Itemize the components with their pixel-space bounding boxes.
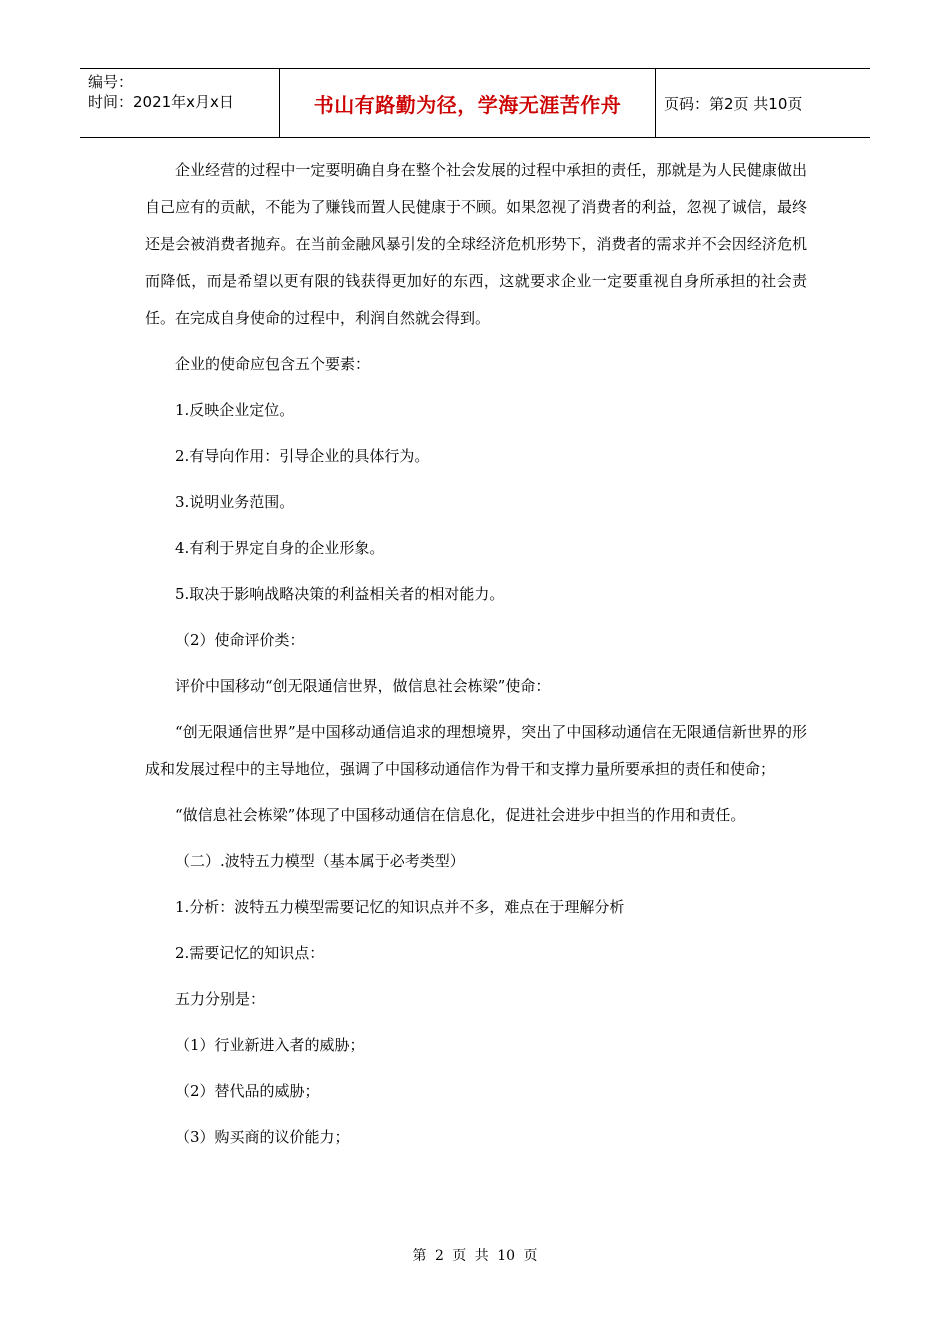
- paragraph: 五力分别是：: [175, 990, 266, 1008]
- paragraph: 企业经营的过程中一定要明确自身在整个社会发展的过程中承担的责任，那就是为人民健康做出自己应有的贡献，不能为了赚钱而置人民健康于不顾。如果忽视了消费者的利益，忽视了诚信，最终还是会被消费者抛弃。在当前金融风暴引发的全球经济危机形势下，消费者的需求并不会因经济危机而降低，而是希望以更有限的钱获得更加好的东西，这就要求企业一定要重视自身所承担的社会责任。在完成自身使命的过程中，利润自然就会得到。: [145, 161, 807, 327]
- list-item: （1）行业新进入者的威胁；: [175, 1036, 365, 1054]
- paragraph: “创无限通信世界”是中国移动通信追求的理想境界，突出了中国移动通信在无限通信新世界的形成和发展过程中的主导地位，强调了中国移动通信作为骨干和支撑力量所要承担的责任和使命；: [145, 723, 807, 778]
- list-item: 4.有利于界定自身的企业形象。: [175, 539, 385, 557]
- section-heading: （二）.波特五力模型（基本属于必考类型）: [175, 852, 465, 870]
- list-item: 3.说明业务范围。: [175, 493, 295, 511]
- section-heading: （2）使命评价类：: [175, 631, 305, 649]
- list-item: 2.需要记忆的知识点：: [175, 944, 325, 962]
- list-item: （2）替代品的威胁；: [175, 1082, 320, 1100]
- document-body: [145, 152, 807, 1156]
- list-item: 1.分析：波特五力模型需要记忆的知识点并不多，难点在于理解分析: [175, 898, 625, 916]
- header-meta: [80, 69, 280, 137]
- time-label: 时间：2021年x月x日: [88, 93, 234, 111]
- header-page-info: 页码：第2页 共10页: [664, 94, 803, 113]
- header-motto: 书山有路勤为径，学海无涯苦作舟: [280, 69, 656, 137]
- list-item: （3）购买商的议价能力；: [175, 1128, 350, 1146]
- page-footer: 第 2 页 共 10 页: [412, 1248, 538, 1264]
- paragraph: 评价中国移动“创无限通信世界，做信息社会栋梁”使命：: [175, 677, 551, 695]
- page-header: [80, 68, 870, 138]
- list-item: 1.反映企业定位。: [175, 401, 295, 419]
- list-item: 2.有导向作用：引导企业的具体行为。: [175, 447, 430, 465]
- paragraph: “做信息社会栋梁”体现了中国移动通信在信息化，促进社会进步中担当的作用和责任。: [175, 806, 746, 824]
- number-label: 编号：: [88, 73, 134, 91]
- list-item: 5.取决于影响战略决策的利益相关者的相对能力。: [175, 585, 505, 603]
- paragraph: 企业的使命应包含五个要素：: [175, 355, 371, 373]
